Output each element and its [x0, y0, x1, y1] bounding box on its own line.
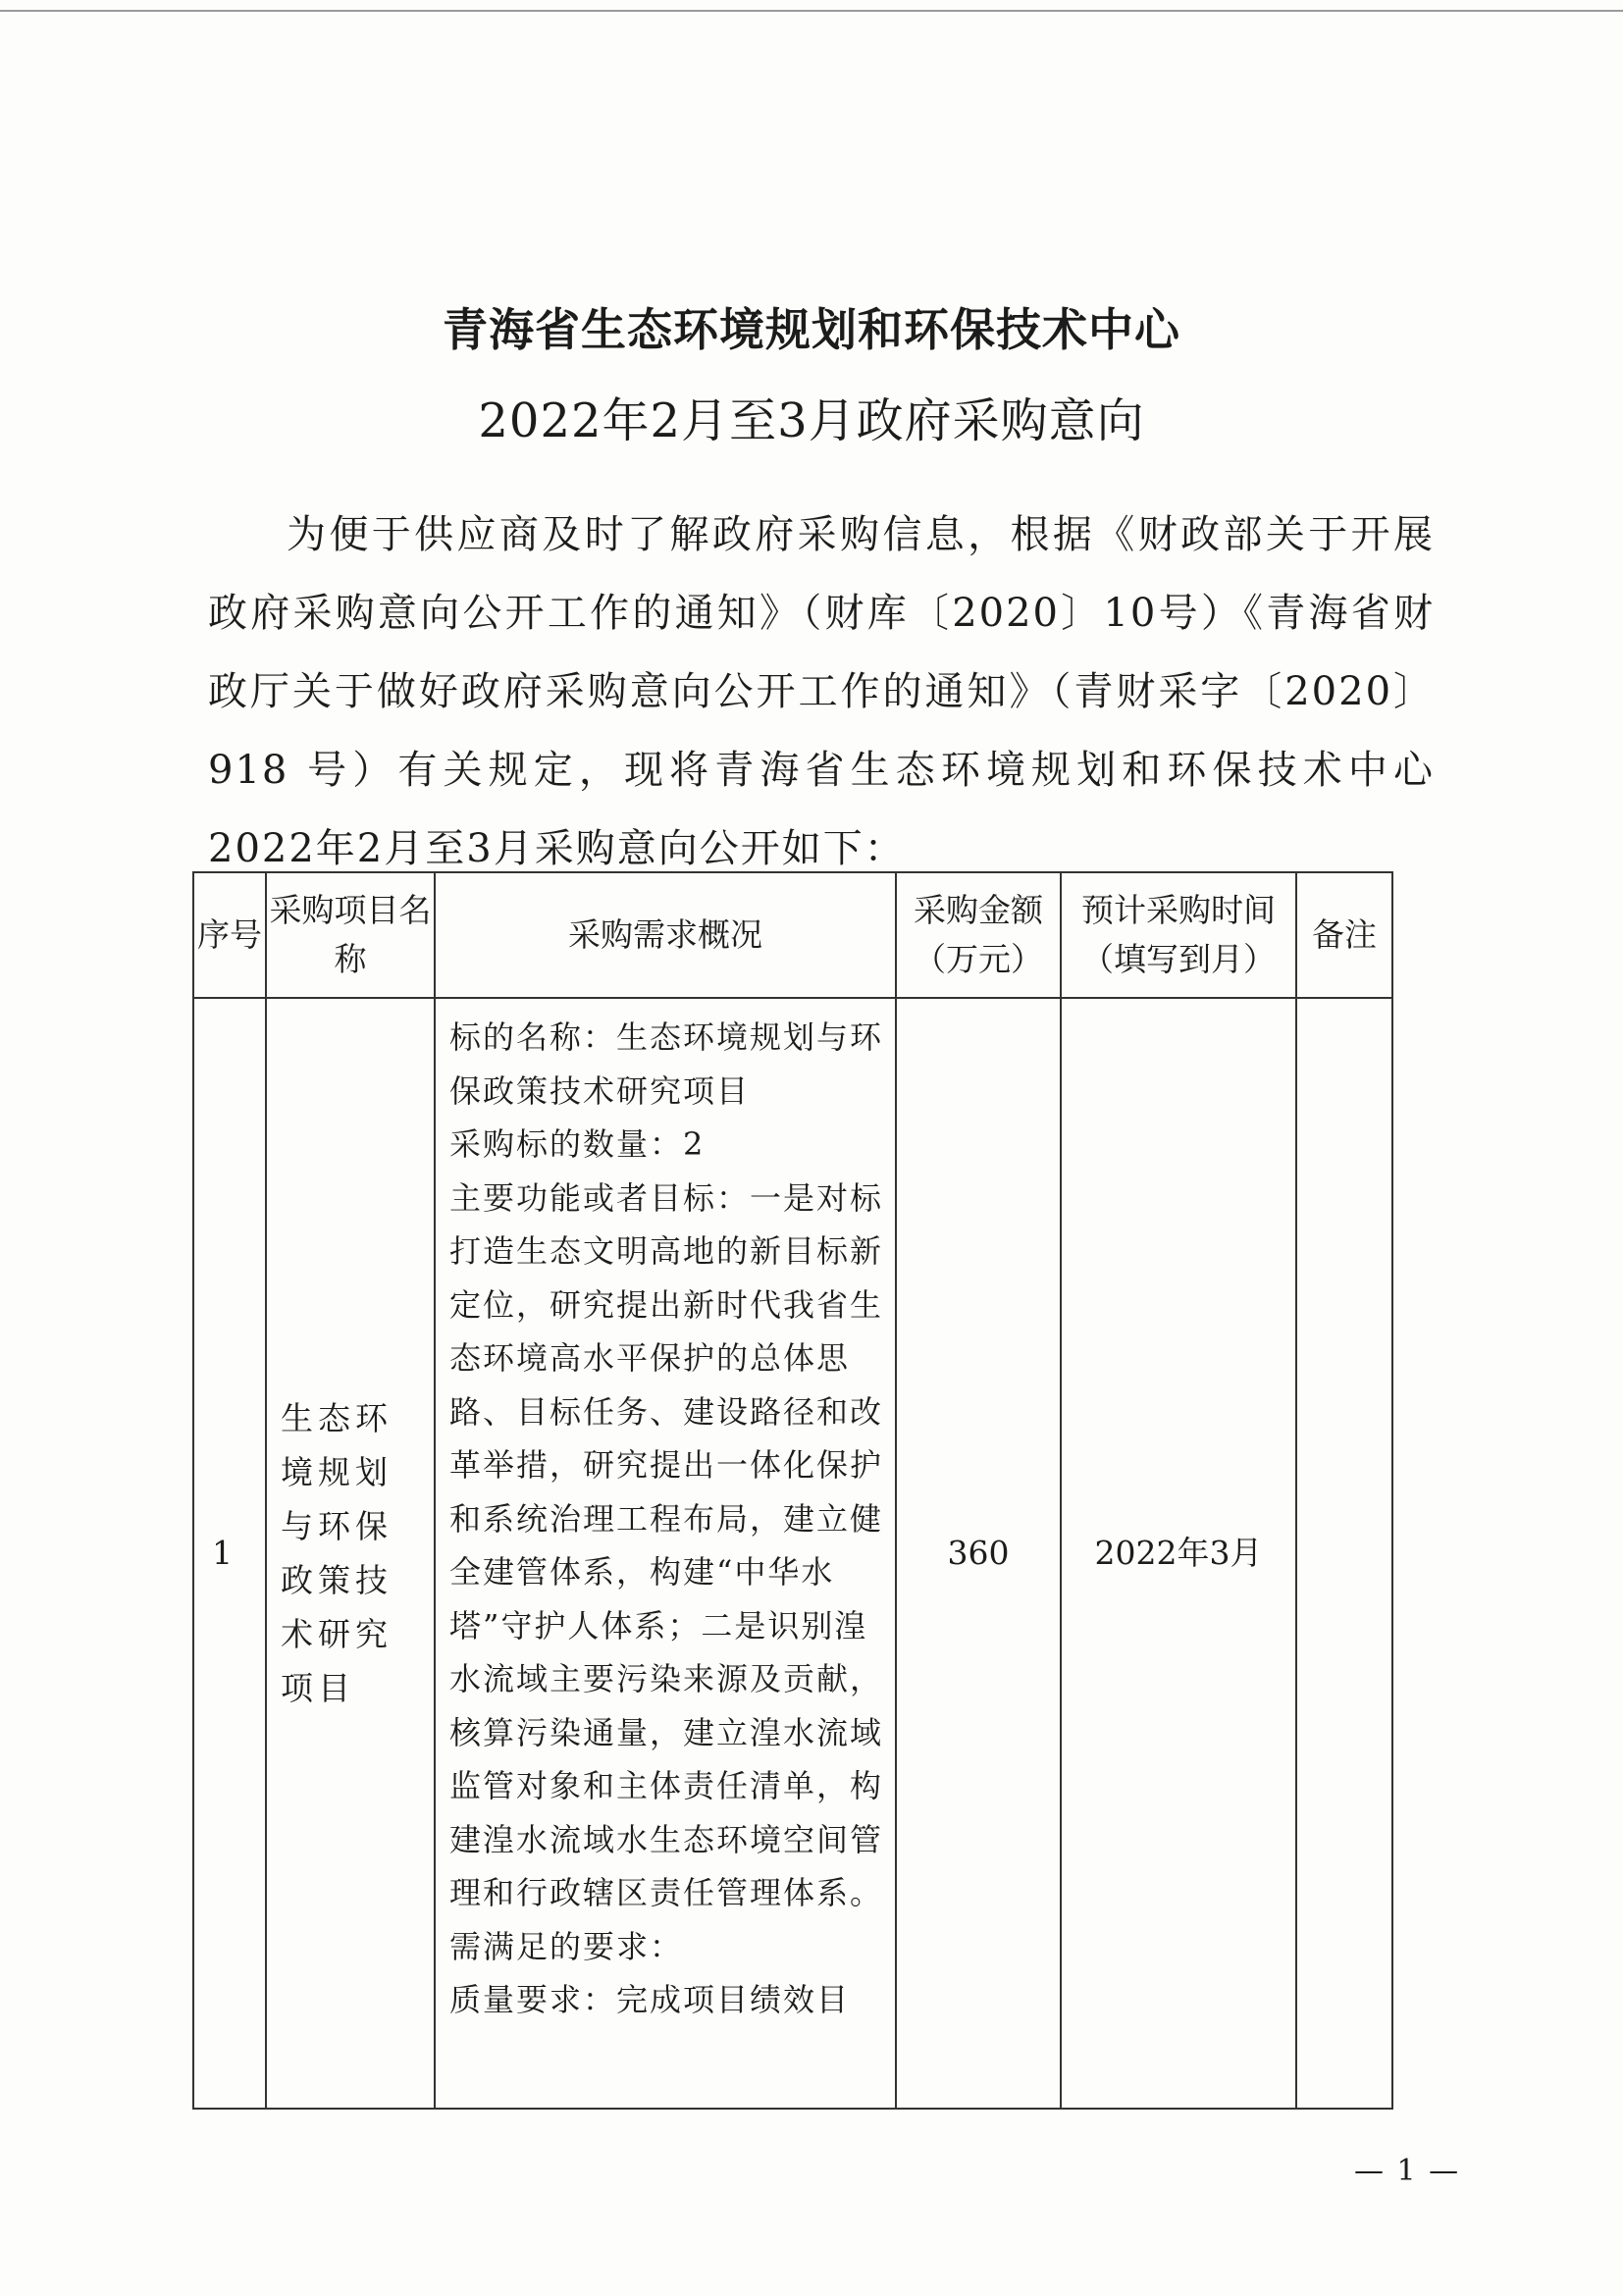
header-desc: 采购需求概况 [435, 872, 896, 998]
cell-time: 2022年3月 [1061, 998, 1296, 2109]
cell-note [1296, 998, 1392, 2109]
cell-name: 生态环境规划与环保政策技术研究项目 [266, 998, 435, 2109]
desc-line: 质量要求：完成项目绩效目 [449, 1981, 851, 2018]
cell-amount: 360 [896, 998, 1061, 2109]
header-no: 序号 [193, 872, 266, 998]
desc-line: 标的名称：生态环境规划与环保政策技术研究项目 [449, 1018, 884, 1110]
header-note: 备注 [1296, 872, 1392, 998]
procurement-table [192, 871, 1393, 2110]
desc-line: 需满足的要求： [449, 1927, 684, 1965]
page-number: — 1 — [1354, 2154, 1461, 2188]
header-name: 采购项目名称 [266, 872, 435, 998]
header-amount: 采购金额（万元） [896, 872, 1061, 998]
table-header-row [193, 872, 1392, 998]
desc-line: 采购标的数量：2 [449, 1125, 706, 1163]
document-title-line1: 青海省生态环境规划和环保技术中心 [443, 303, 1180, 356]
cell-desc [435, 998, 896, 2109]
intro-paragraph: 为便于供应商及时了解政府采购信息，根据《财政部关于开展政府采购意向公开工作的通知》（财库〔2020〕10号）《青海省财政厅关于做好政府采购意向公开工作的通知》（青财采字〔2020〕918 号）有关规定，现将青海省生态环境规划和环保技术中心2022年2月至3月采购意向公开如下： [208, 512, 1435, 871]
header-time: 预计采购时间（填写到月） [1061, 872, 1296, 998]
scan-top-edge [0, 10, 1623, 12]
cell-no: 1 [193, 998, 266, 2109]
document-title-line2: 2022年2月至3月政府采购意向 [478, 393, 1145, 448]
table-row [193, 998, 1392, 2109]
desc-line: 主要功能或者目标：一是对标打造生态文明高地的新目标新定位，研究提出新时代我省生态环境高水平保护的总体思路、目标任务、建设路径和改革举措，研究提出一体化保护和系统治理工程布局，建立健全建管体系，构建“中华水塔”守护人体系；二是识别湟水流域主要污染来源及贡献，核算污染通量，建立湟水流域监管对象和主体责任清单，构建湟水流域水生态环境空间管理和行政辖区责任管理体系。 [449, 1178, 884, 1911]
